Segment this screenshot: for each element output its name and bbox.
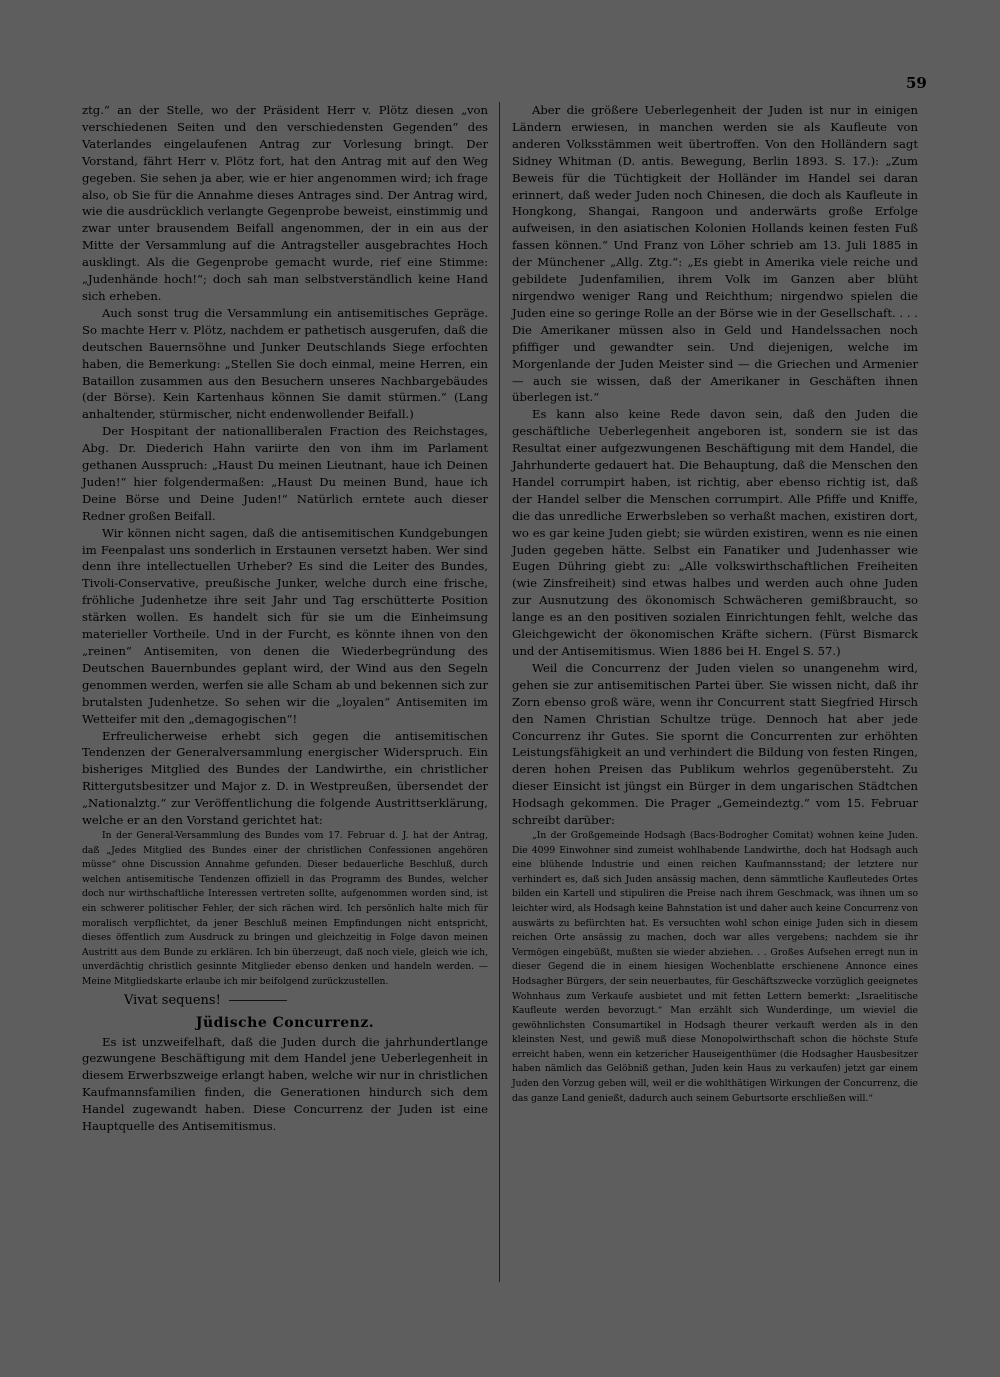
resignation-letter-quote: In der General-Versammlung des Bundes vom 17. Februar d. J. hat der Antrag, daß „Jedes Mitglied des Bundes einer der christlichen Confessionen angehören müsse“ ohne Discussion Annahme gefunden. Dieser bedauerliche Beschluß, durch welchen antisemitische Tendenzen offiziell in das Programm des Bundes, welcher doch nur wirthschaftliche Interessen vertreten sollte, aufgenommen worden sind, ist ein schwerer politischer Fehler, der sich rächen wird. Ich persönlich halte mich für moralisch verpflichtet, da jener Beschluß meinen Empfindungen nicht entspricht, dieses öffentlich zum Ausdruck zu bringen und gleichzeitig in Folge davon meinen Austritt aus dem Bunde zu erklären. Ich bin überzeugt, daß noch viele, gleich wie ich, unverdächtig christlich gesinnte Mitglieder ebenso denken und handeln werden. — Meine Mitgliedskarte erlaube ich mir beifolgend zurückzustellen. [82,829,488,987]
left-paragraph: Auch sonst trug die Versammlung ein antisemitisches Gepräge. So machte Herr v. Plötz, nachdem er pathetisch ausgerufen, daß die deutschen Bauernsöhne und Junker Deutschlands Siege erfochten haben, die Bemerkung: „Stellen Sie doch einmal, meine Herren, ein Bataillon zusammen aus den Besuchern unseres Nachbargebäudes (der Börse). Kein Kartenhaus können Sie damit stürmen.“ (Lang anhaltender, stürmischer, nicht endenwollender Beifall.) [82,305,488,422]
left-paragraph: ztg.“ an der Stelle, wo der Präsident Herr v. Plötz diesen „von verschiedenen Seiten und den verschiedensten Gegenden“ des Vaterlandes eingelaufenen Antrag zur Vorlesung bringt. Der Vorstand, fährt Herr v. Plötz fort, hat den Antrag mit auf den Weg gegeben. Sie sehen ja aber, wie er hier angenommen wird; ich frage also, ob Sie für die Annahme dieses Antrages sind. Der Antrag wird, wie die ausdrücklich verlangte Gegenprobe beweist, einstimmig und zwar unter brausendem Beifall angenommen, der in ein aus der Mitte der Versammlung auf die Antragsteller ausgebrachtes Hoch ausklingt. Als die Gegenprobe gemacht wurde, rief eine Stimme: „Judenhände hoch!“; doch sah man selbstverständlich keine Hand sich erheben. [82,103,488,303]
right-paragraph: Aber die größere Ueberlegenheit der Juden ist nur in einigen Ländern erwiesen, in manchen werden sie als Kaufleute von anderen Volksstämmen weit übertroffen. Von den Holländern sagt Sidney Whitman (D. antis. Bewegung, Berlin 1893. S. 17.): „Zum Beweis für die Tüchtigkeit der Holländer im Handel sei daran erinnert, daß weder Juden noch Chinesen, die doch als Kaufleute in Hongkong, Shangai, Rangoon und anderwärts große Erfolge aufweisen, in den asiatischen Kolonien Hollands keinen festen Fuß fassen können.“ Und Franz von Löher schrieb am 13. Juli 1885 in der Münchener „Allg. Ztg.“: „Es giebt in Amerika viele reiche und gebildete Judenfamilien, ihrem Volk im Ganzen aber blüht nirgendwo weniger Rang und Reichthum; nirgendwo spielen die Juden eine so geringe Rolle an der Börse wie in der Gesellschaft. . . . Die Amerikaner müssen also in Geld und Handelssachen noch pfiffiger und gewandter sein. Und diejenigen, welche im Morgenlande der Juden Meister sind — die Griechen und Armenier — auch sie wissen, daß der Amerikaner in Geschäften ihnen überlegen ist.“ [512,103,918,405]
right-column [512,102,918,1106]
left-paragraph: Erfreulicherweise erhebt sich gegen die antisemitischen Tendenzen der Generalversammlung energischer Widerspruch. Ein bisheriges Mitglied des Bundes der Landwirthe, ein christlicher Rittergutsbesitzer und Major z. D. in Westpreußen, übersendet der „Nationalztg.“ zur Veröffentlichung die folgende Austrittserklärung, welche er an den Vorstand gerichtet hat: [82,728,488,828]
left-column [82,102,488,1135]
right-paragraph: Weil die Concurrenz der Juden vielen so unangenehm wird, gehen sie zur antisemitischen Partei über. Sie wissen nicht, daß ihr Zorn ebenso groß wäre, wenn ihr Concurrent statt Siegfried Hirsch den Namen Christian Schultze trüge. Dennoch hat aber jede Concurrenz ihr Gutes. Sie spornt die Concurrenten zur erhöhten Leistungsfähigkeit an und verhindert die Bildung von festen Ringen, deren hohen Preisen das Publikum wehrlos gegenübersteht. Zu dieser Einsicht ist jüngst ein Bürger in dem ungarischen Städtchen Hodsagh gekommen. Die Prager „Gemeindeztg.“ vom 15. Februar schreibt darüber: [512,660,918,828]
vivat-line [82,992,488,1010]
separator-rule [229,1000,287,1001]
section-paragraph: Es ist unzweifelhaft, daß die Juden durch die jahrhundertlange gezwungene Beschäftigung mit dem Handel jene Ueberlegenheit in diesem Erwerbszweige erlangt haben, welche wir nur in christlichen Kaufmannsfamilien finden, die Generationen hindurch sich dem Handel zugewandt haben. Diese Concurrenz der Juden ist eine Hauptquelle des Antisemitismus. [82,1034,488,1134]
newspaper-quote: „In der Großgemeinde Hodsagh (Bacs-Bodrogher Comitat) wohnen keine Juden. Die 4099 Einwohner sind zumeist wohlhabende Landwirthe, doch hat Hodsagh auch eine blühende Industrie und einen reichen Kaufmannsstand; der letztere nur verhindert es, daß sich Juden ansässig machen, denn sämmtliche Kaufleutedes Ortes bilden ein Kartell und stipuliren die Preise nach ihrem Geschmack, was ihnen um so leichter wird, als Hodsagh keine Bahnstation ist und daher auch keine Concurrenz von auswärts zu befürchten hat. Es versuchten wohl schon einige Juden sich in diesem reichen Orte ansässig zu machen, doch war alles vergebens; nachdem sie ihr Vermögen eingebüßt, mußten sie wieder abziehen. . . Großes Aufsehen erregt nun in dieser Gegend die in einem hiesigen Wochenblatte erschienene Annonce eines Hodsagher Bürgers, der sein neuerbautes, für Geschäftszwecke vorzüglich geeignetes Wohnhaus zum Verkaufe ausbietet und mit fetten Lettern bemerkt: „Israelitische Kaufleute werden bevorzugt.“ Man erzählt sich Wunderdinge, um wieviel die gewöhnlichsten Consumartikel in Hodsagh theurer verkauft werden als in den kleinsten Nest, und gewiß muß diese Monopolwirthschaft schon die höchste Stufe erreicht haben, wenn ein ketzericher Hauseigenthümer (die Hodsagher Hausbesitzer haben nämlich das Gelöbniß gethan, Juden kein Haus zu verkaufen) jetzt gar einem Juden den Vorzug geben will, weil er die wohlthätigen Wirkungen der Concurrenz, die das ganze Land genießt, dadurch auch seinem Geburtsorte erschließen will.“ [512,829,918,1104]
left-paragraph: Wir können nicht sagen, daß die antisemitischen Kundgebungen im Feenpalast uns sonderlich in Erstaunen versetzt haben. Wer sind denn ihre intellectuellen Urheber? Es sind die Leiter des Bundes, Tivoli-Conservative, preußische Junker, welche durch eine frische, fröhliche Judenhetze ihre seit Jahr und Tag erschütterte Position stärken wollen. Es handelt sich für sie um die Einheimsung materieller Vortheile. Und in der Furcht, es könnte ihnen von den „reinen“ Antisemiten, von denen die Wiederbegründung des Deutschen Bauernbundes geplant wird, der Wind aus den Segeln genommen werden, werfen sie alle Scham ab und bekennen sich zur brutalsten Judenhetze. So sehen wir die „loyalen“ Antisemiten im Wetteifer mit den „demagogischen“! [82,525,488,726]
vivat-text: Vivat sequens! [124,992,221,1008]
page-number: 59 [906,74,927,92]
left-paragraph: Der Hospitant der nationalliberalen Fraction des Reichstages, Abg. Dr. Diederich Hahn variirte den von ihm im Parlament gethanen Ausspruch: „Haust Du meinen Lieutnant, haue ich Deinen Juden!“ hier folgendermaßen: „Haust Du meinen Bund, haue ich Deine Börse und Deine Juden!“ Natürlich erntete auch dieser Redner großen Beifall. [82,424,488,523]
right-paragraph: Es kann also keine Rede davon sein, daß den Juden die geschäftliche Ueberlegenheit angeboren ist, sondern sie ist das Resultat einer aufgezwungenen Beschäftigung mit dem Handel, die Jahrhunderte gedauert hat. Die Behauptung, daß die Menschen den Handel corrumpirt haben, ist richtig, aber ebenso richtig ist, daß der Handel selber die Menschen corrumpirt. Alle Pfiffe und Kniffe, die das unredliche Erwerbsleben so verhaßt machen, existiren dort, wo es gar keine Juden giebt; sie würden existiren, wenn es nie einen Juden gegeben hätte. Selbst ein Fanatiker und Judenhasser wie Eugen Dühring giebt zu: „Alle volkswirthschaftlichen Freiheiten (wie Zinsfreiheit) sind etwas halbes und werden auch ohne Juden zur Ausnutzung des ökonomisch Schwächeren gemißbraucht, so lange es an den positiven sozialen Einrichtungen fehlt, welche das Gleichgewicht der ökonomischen Kräfte sichern. (Fürst Bismarck und der Antisemitismus. Wien 1886 bei H. Engel S. 57.) [512,407,918,658]
column-divider [499,102,500,1282]
section-title: Jüdische Concurrenz. [195,1014,375,1031]
